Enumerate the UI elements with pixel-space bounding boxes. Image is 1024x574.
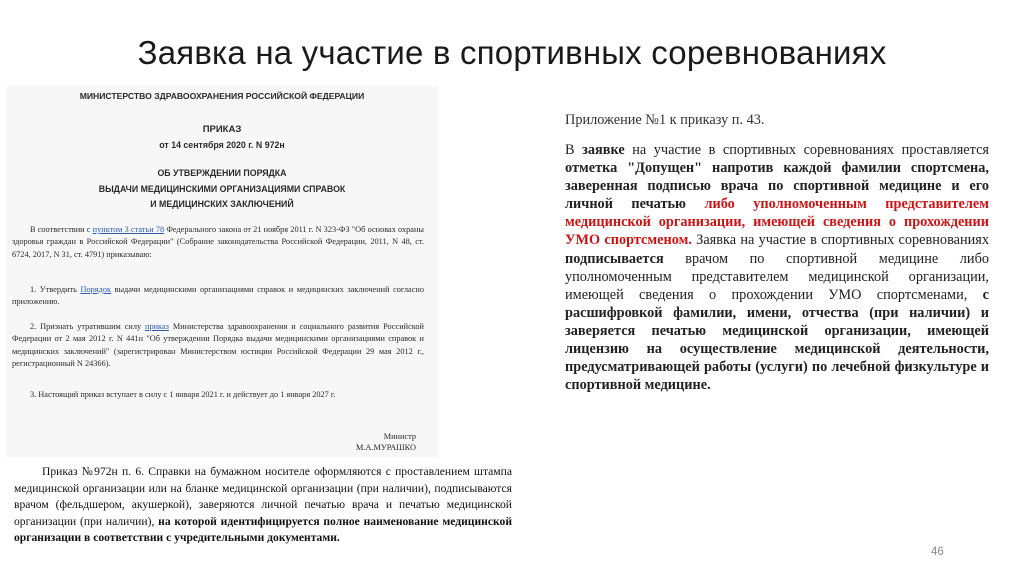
scan-link-order[interactable]: приказ — [145, 322, 169, 331]
scan-signature — [356, 431, 416, 453]
appendix-bold-text: заявке — [582, 142, 625, 158]
scan-link-procedure[interactable]: Порядок — [80, 285, 112, 294]
appendix-bold-text: подписывается — [565, 250, 664, 267]
appendix-body-text — [565, 141, 989, 394]
caption-bold-text: на которой идентифицируется полное наименование медицинской организации в соответствии с учредительными документами. — [14, 514, 512, 544]
scan-text: 2. Признать утратившим силу — [30, 322, 146, 331]
appendix-bold-text: отметка "Допущен" напротив каждой фамилии спортсмена, заверенная подписью врача по спортивной медицине и его личной печатью — [565, 160, 989, 213]
scan-signature-name: М.А.МУРАШКО — [355, 443, 416, 452]
scan-paragraph-preamble — [12, 224, 424, 261]
caption-text: Приказ №972н п. 6. Справки на бумажном носителе оформляются с проставлением штампа медицинской организации или на бланке медицинской организации (при наличии), подписываются врачом (фельдшером, акушеркой), заверяются личной печатью врача и печатью медицинской организации (при наличии), — [14, 465, 512, 528]
scan-text: Федерального закона от 21 ноября 2011 г. N 323-ФЗ "Об основах охраны здоровья граждан в Российской Федерации" (Собрание законодательства Российской Федерации, 2011, N 48, ст. 6724, 2017, N 31, ст. 4791) приказываю: — [12, 225, 424, 259]
appendix-bold-text: с расшифровкой фамилии, имени, отчества (при наличии) и заверяется печатью медицинской организации, имеющей лицензию на осуществление медицинской деятельности, предусматривающей работы (услуги) по лечебной физкультуре и спортивной медицине. — [565, 286, 989, 394]
appendix-text: Заявка на участие в спортивных соревнованиях — [691, 232, 990, 249]
scan-subject-line-1: ОБ УТВЕРЖДЕНИИ ПОРЯДКА — [157, 168, 287, 178]
scan-text: В соответствии с — [30, 225, 93, 234]
appendix-text: на участие в спортивных соревнованиях проставляется — [624, 142, 989, 158]
scan-signature-role: Министр — [383, 432, 416, 441]
scan-text: выдачи медицинскими организациями справок и медицинских заключений согласно приложению. — [12, 285, 424, 307]
appendix-text — [686, 196, 704, 212]
slide-title: Заявка на участие в спортивных соревнованиях — [137, 34, 887, 71]
appendix-red-text: либо уполномоченным представителем медицинской организации, имеющей сведения о прохождении УМО спортсменом. — [565, 196, 989, 249]
appendix-heading: Приложение №1 к приказу п. 43. — [565, 112, 765, 128]
scan-document-date: от 14 сентября 2020 г. N 972н — [159, 140, 285, 150]
scan-subject-line-2: ВЫДАЧИ МЕДИЦИНСКИМИ ОРГАНИЗАЦИЯМИ СПРАВОК — [98, 183, 346, 194]
scan-ministry-heading: МИНИСТЕРСТВО ЗДРАВООХРАНЕНИЯ РОССИЙСКОЙ ФЕДЕРАЦИИ — [79, 91, 365, 101]
appendix-text: врачом по спортивной медицине либо уполномоченным представителем медицинской организации, имеющей сведения о прохождении УМО спортсменами, — [565, 250, 989, 303]
order-scan-image — [6, 86, 438, 457]
scan-text: Министерства здравоохранения и социального развития Российской Федерации от 2 мая 2012 г. N 441н "Об утверждении Порядка выдачи медицинскими организациями справок и медицинских заключений" (зарегистрирован Министерством юстиции Российской Федерации 29 мая 2012 г., регистрационный N 24366). — [12, 322, 424, 369]
scan-link-article[interactable]: пунктом 3 статьи 78 — [92, 225, 165, 234]
order-caption — [14, 464, 512, 547]
scan-subject-line-3: И МЕДИЦИНСКИХ ЗАКЛЮЧЕНИЙ — [150, 199, 294, 209]
page-number: 46 — [931, 546, 944, 558]
scan-text: 1. Утвердить — [30, 285, 81, 294]
scan-subject — [6, 166, 438, 213]
scan-document-type: ПРИКАЗ — [202, 124, 242, 135]
scan-paragraph-3: 3. Настоящий приказ вступает в силу с 1 января 2021 г. и действует до 1 января 2027 г. — [30, 390, 336, 399]
scan-paragraph-2 — [12, 321, 424, 371]
appendix-text: В — [565, 142, 583, 158]
scan-paragraph-1 — [12, 284, 424, 309]
